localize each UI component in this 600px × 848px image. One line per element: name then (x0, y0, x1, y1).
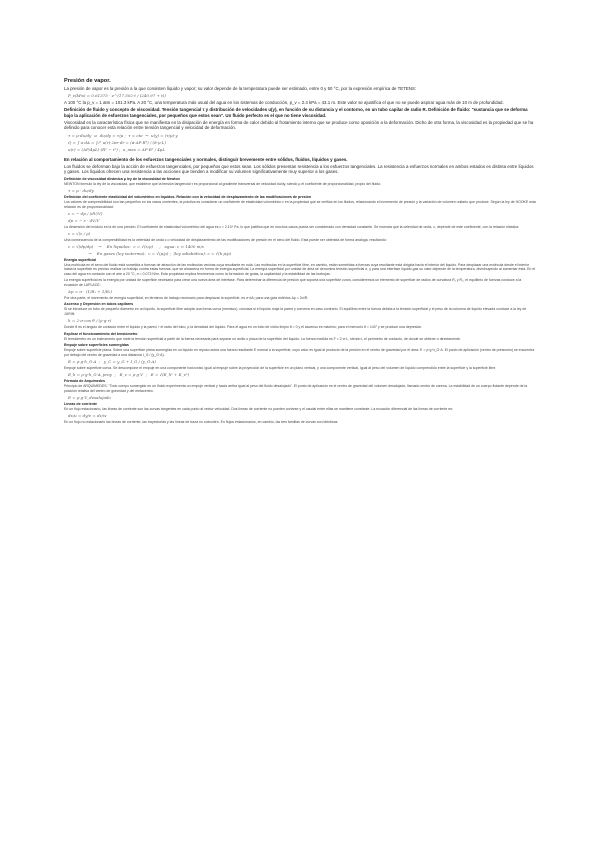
archimedes-paragraph: Principio de ARQUÍMEDES: "Todo cuerpo sumergido en un fluido experimenta un empuje vertical y hacia arriba igual al peso del fluido desalojado". El punto de aplicación es el centro de gravedad del volumen desalojado, llamado centro de carena. La estabilidad de un cuerpo flotante depende de la posición relativa del centro de gravedad y del metacentro. (64, 384, 528, 393)
newton-equation: τ = μ · du/dy (68, 187, 94, 193)
curved-paragraph: Empuje sobre superficie curva. Se descompone el empuje en una componente horizontal, igual al empuje sobre la proyección de la superficie en un plano vertical, y una componente vertical, igual al peso del volumen de líquido comprendido entre la superficie y la superficie libre. (64, 365, 497, 370)
heading-tensiometer: Explicar el funcionamiento del tensiómetro (64, 331, 138, 336)
elasticity-paragraph: Los valores de compresibilidad son tan pequeños en los casos corrientes, la práctica es considerar un coeficiente de elasticidad volumétrico ε en la propiedad que se verifica en los fluidos, relacionando el incremento de presión y la variación de volumen unitario que produce. Según la ley de HOOKE esta relación es de proporcionalidad: (64, 199, 536, 209)
laplace-equation: Δp = σ · (1/R₁ + 1/R₂) (68, 288, 112, 294)
heading-submerged: Empuje sobre superficies sumergidas (64, 343, 129, 348)
equation-line: dp = − ε · dV/V (68, 217, 100, 223)
equation-line: → En gases (ley isoterma): c = √(p/ρ) ; (ley adiabática): c = √(k·p/ρ) (68, 250, 232, 256)
equation-line: c = √(dp/dρ) → En líquidos: c = √(ε/ρ) ; agua: c ≈ 1400 m/s (68, 243, 204, 249)
surface-energy-paragraph: Una molécula en el seno del fluido está sometida a fuerzas de atracción de las moléculas vecinas cuya resultante es nula. Las moléculas en la superficie libre, en cambio, están sometidas a fuerzas cuya resultante está dirigida hacia el interior del líquido. Para desplazar una molécula desde el interior hasta la superficie es preciso realizar un trabajo contra estas fuerzas, que se almacena en forma de energía superficial. La energía superficial por unidad de área se denomina tensión superficial σ, y para una interfase líquido-gas su valor depende de la temperatura, disminuyendo al aumentar ésta. En el caso del agua en contacto con el aire a 20 °C, σ ≈ 0.073 N/m. Esta propiedad explica fenómenos como la formación de gotas, la capilaridad y la estabilidad de las burbujas. (64, 262, 536, 276)
streamlines-paragraph: En un flujo estacionario, las líneas de corriente son las curvas tangentes en cada punto al vector velocidad. Dos líneas de corriente no pueden cortarse y el caudal entre ellas se mantiene constante. La ecuación diferencial de las líneas de corriente es: (64, 406, 453, 411)
viscosity-paragraph: Viscosidad es la característica física que se manifiesta en la disipación de energía en forma de calor debido al frotamiento interno que se produce como oposición a la deformación. Dicho de otra forma, la viscosidad es la propiedad que se ha definido para conocer esta relación entre tensión tangencial y velocidad de deformación. (64, 119, 534, 131)
streamlines-paragraph-2: En un flujo no estacionario las líneas de corriente, las trayectorias y las líneas de traza no coinciden. En flujos estacionarios, en cambio, las tres familias de curvas son idénticas. (64, 419, 339, 424)
heading-dynamic-viscosity: Definición de viscosidad dinámica μ ley de la viscosidad de Newton (64, 176, 180, 181)
fluid-definition: Definición de fluido y concepto de viscosidad. Tensión tangencial τ y distribución de velocidades u(y), en función de su distancia y el contorno, en un tubo capilar de radio R. Definición de fluido: "sustancia que se deforma bajo la aplicación de esfuerzos tangenciales, por pequeños que estos sean". Un fluido perfecto es el que no tiene viscosidad. (64, 107, 528, 118)
capillary-paragraph: Si se introduce un tubo de pequeño diámetro en un líquido, la superficie libre adopta una forma curva (menisco), cóncava si el líquido moja la pared y convexa en caso contrario. El equilibrio entre la fuerza debida a la tensión superficial y el peso de la columna de líquido elevada conduce a la ley de JURIN: (64, 307, 527, 316)
archimedes-equation: E = ρ·g·V_desalojado (68, 394, 111, 400)
relation-heading: En relación al comportamiento de los esfuerzos tangenciales y normales, distinguir brevemente entre sólidos, fluidos, líquidos y gases. (64, 156, 348, 162)
submerged-paragraph: Empuje sobre superficie plana. Sobre una superficie plana sumergida en un líquido en reposo actúa una fuerza resultante E normal a la superficie, cuyo valor es igual al producto de la presión en el centro de gravedad por el área: E = ρ·g·h_G·A. El punto de aplicación (centro de presiones) se encuentra por debajo del centro de gravedad a una distancia I_G / (y_G·A). (64, 348, 535, 357)
atm-note: A 100 °C la p_v = 1 atm = 101.3 kPa. A 20 °C, una temperatura más usual del agua en los sistemas de conducción, p_v = 2.4 kPa = 43.1 m. Este valor se ajustifica el que no se puede aspirar agua más de 10 m de profundidad. (64, 100, 504, 106)
heading-archimedes: Fórmula de Arquímedes (64, 379, 106, 384)
consequence-paragraph: Una consecuencia de la compresibilidad es la celeridad de onda c o velocidad de desplazamiento de las modificaciones de presión en el seno del fluido. Esta puede ser obtenida de forma análoga, resultando: (64, 237, 387, 242)
surface-energy-paragraph-2: La energía superficial es la energía por unidad de superficie necesaria para crear una nueva área de interfase. Para determinar la diferencia de presión que soporta una superficie curva, consideremos un elemento de superficie de radios de curvatura R₁ y R₂; el equilibrio de fuerzas conduce a la ecuación de LAPLACE: (64, 278, 522, 287)
heading-capillary: Ascenso y Depresión en tubos capilares (64, 302, 134, 307)
equation-line: u(r) = (ΔP/4μL)·(R² − r²) ; u_max = ΔP·R² / 4μL (68, 146, 165, 152)
streamline-equation: dx/u = dy/v = dz/w (68, 412, 107, 418)
dynamic-viscosity-paragraph: NEWTON formuló la ley de la viscosidad, que establece que la tensión tangencial τ es proporcional al gradiente transversal de velocidad du/dy, siendo μ el coeficiente de proporcionalidad, propio del fluido: (64, 181, 382, 186)
relation-paragraph: Los fluidos se deforman bajo la acción de esfuerzos tangenciales, por pequeños que estos sean. Los sólidos presentan resistencia a los esfuerzos tangenciales. La resistencia a esfuerzos normales en ambos estados es distinta entre líquidos y gases. Los líquidos ofrecen una resistencia a las acciones que tienden a modificar su volumen significativamente muy superior a los gases. (64, 163, 534, 175)
section-title: Presión de vapor. (64, 78, 111, 84)
equation-line: Q = ∫ u·dA = ∫₀ᴿ u(r)·2πr·dr = (π·ΔP·R⁴) / (8·μ·L) (68, 139, 167, 145)
capillary-paragraph-2: Donde θ es el ángulo de contacto entre el líquido y la pared, r el radio del tubo, ρ la densidad del líquido. Para el agua en un tubo de vidrio limpio θ ≈ 0 y el ascenso es máximo; para el mercurio θ ≈ 140° y se produce una depresión. (64, 325, 423, 330)
tetens-equation: P_v(kPa) = 0.61375 · e^(17.502·t / (240.97 + t)) (68, 93, 166, 99)
jurin-equation: h = 2·σ·cos θ / (ρ·g·r) (68, 318, 112, 324)
equation-line: ε = − dp / (dV/V) (68, 210, 103, 216)
curved-equation: E_h = ρ·g·h_G·A_proy ; E_v = ρ·g·V ; E = √(E_h² + E_v²) (68, 372, 190, 378)
tensiometer-paragraph: El tensiómetro es un instrumento que mide la tensión superficial a partir de la fuerza necesaria para separar un anillo o placa de la superficie del líquido. La fuerza medida es F = 2·σ·L, siendo L el perímetro de contacto, de donde se obtiene σ directamente. (64, 336, 461, 341)
heading-surface-energy: Energía superficial (64, 257, 97, 262)
intro-paragraph: La presión de vapor es la presión a la que consisten líquido y vapor; su valor depende de la temperatura puede ser estimado, entre 0 y 50 °C, por la expresión empírica de TETENS: (64, 86, 417, 91)
heading-elasticity: Definición del coeficiente elasticidad del volumétrico en líquidos. Relación con la velocidad de desplazamiento de las modificaciones de presión (64, 194, 312, 199)
laplace-paragraph: Por otra parte, el incremento de energía superficial, en términos de trabajo necesario para desplazar la superficie, es σ·dA; para una gota esférica Δp = 2σ/R. (64, 295, 309, 300)
equation-line: τ = μ·du/dy ⇒ du/dy = τ/μ ; τ = cte → u(y) = (τ/μ)·y (68, 132, 178, 138)
heading-streamlines: Líneas de corriente (64, 401, 97, 406)
elasticity-paragraph-2: La dimensión del módulo es la de una presión. El coeficiente de elasticidad volumétrico del agua es ε ≈ 2.10⁹ Pa, lo que justifica que en muchos casos pueda ser considerado con densidad constante. Se muestra que la celeridad de onda, c, depende de este coeficiente, con la relación elástica: (64, 224, 520, 229)
submerged-equation: E = ρ·g·h_G·A ; y_C = y_G + I_G / (y_G·A) (68, 358, 156, 364)
celerity-equation: c = √(ε / ρ) (68, 230, 91, 236)
